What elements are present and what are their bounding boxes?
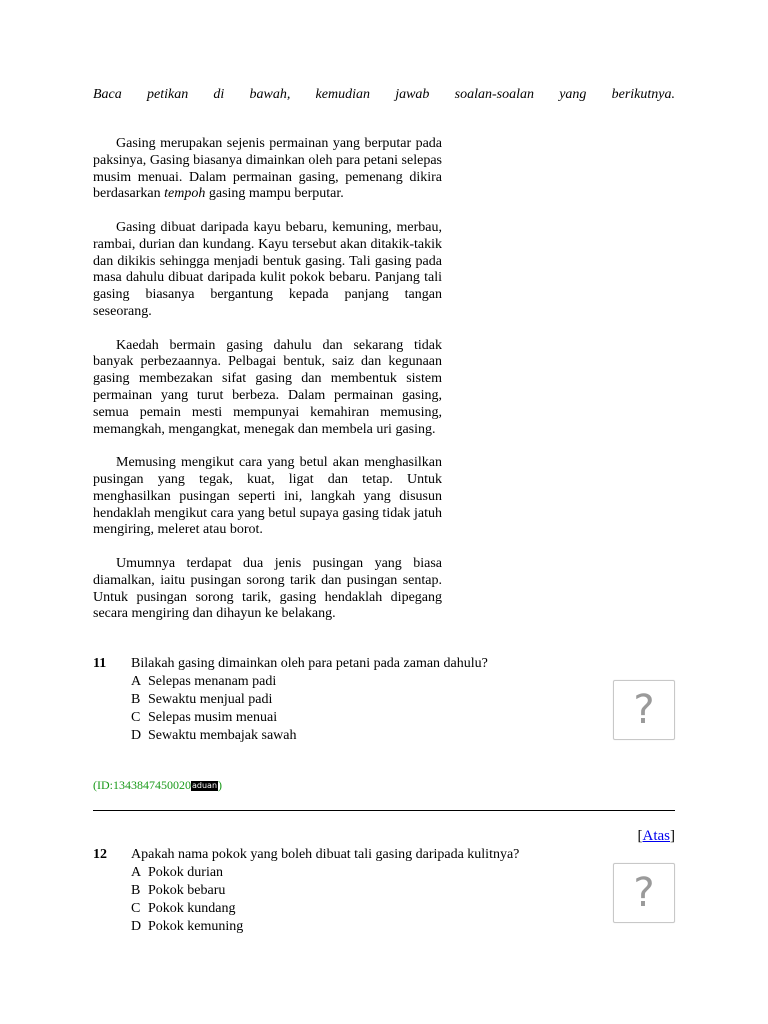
question-id-line: (ID:1343847450020aduan) [93,778,223,792]
option-c[interactable]: C Pokok kundang [131,901,236,916]
question-text: Apakah nama pokok yang boleh dibuat tali gasing daripada kulitnya? [131,847,520,862]
passage-paragraph-5: Umumnya terdapat dua jenis pusingan yang biasa diamalkan, iaitu pusingan sorong tarik dan pusingan sentap. Untuk pusingan sorong tarik, gasing hendaklah dipegang secara mengiring dan dihayun ke belakang. [93,555,442,622]
question-number: 11 [93,656,107,671]
question-12 [93,846,675,936]
missing-image-placeholder-icon: ? [613,863,675,923]
passage-paragraph-2: Gasing dibuat daripada kayu bebaru, kemuning, merbau, rambai, durian dan kundang. Kayu tersebut akan ditakik-takik dan dikikis sehingga menjadi bentuk gasing. Tali gasing pada masa dahulu dibuat daripada kulit pokok bebaru. Panjang tali gasing biasanya bergantung kepada panjang tangan seseorang. [93,219,442,319]
passage-paragraph-4: Memusing mengikut cara yang betul akan menghasilkan pusingan yang tegak, kuat, ligat dan tetap. Untuk menghasilkan pusingan seperti ini, langkah yang disusun hendaklah mengikut cara yang betul supaya gasing tidak jatuh mengiring, meleret atau borot. [93,455,442,538]
emphasis-tempoh: tempoh [164,186,206,202]
option-a[interactable]: A Selepas menanam padi [131,674,277,689]
passage-paragraph-1: Gasing merupakan sejenis permainan yang berputar pada paksinya, Gasing biasanya dimainkan oleh para petani selepas musim menuai. Dalam permainan gasing, pemenang dikira berdasarkan tempoh gasing mampu berputar. [93,136,442,202]
question-text: Bilakah gasing dimainkan oleh para petani pada zaman dahulu? [131,656,488,671]
option-a[interactable]: A Pokok durian [131,865,224,880]
missing-image-placeholder-icon: ? [613,680,675,740]
question-number: 12 [93,847,107,862]
atas-link[interactable]: Atas [642,828,670,844]
option-d[interactable]: D Sewaktu membajak sawah [131,728,297,743]
option-b[interactable]: B Pokok bebaru [131,883,226,898]
passage-paragraph-3: Kaedah bermain gasing dahulu dan sekarang tidak banyak perbezaannya. Pelbagai bentuk, saiz dan kegunaan gasing membezakan sifat gasing dan membentuk sistem permainan yang turut berbeza. Dalam permainan gasing, semua pemain mesti mempunyai kemahiran memusing, memangkah, mengangkat, menegak dan membela uri gasing. [93,337,442,437]
question-11 [93,655,675,745]
section-divider [93,810,675,811]
option-d[interactable]: D Pokok kemuning [131,919,244,934]
instruction-text: Baca petikan di bawah, kemudian jawab soalan-soalan yang berikutnya. [93,87,675,102]
aduan-button[interactable]: aduan [192,781,218,790]
reading-passage [93,136,442,623]
option-c[interactable]: C Selepas musim menuai [131,710,278,725]
option-b[interactable]: B Sewaktu menjual padi [131,692,273,707]
back-to-top: [Atas] [637,828,675,844]
